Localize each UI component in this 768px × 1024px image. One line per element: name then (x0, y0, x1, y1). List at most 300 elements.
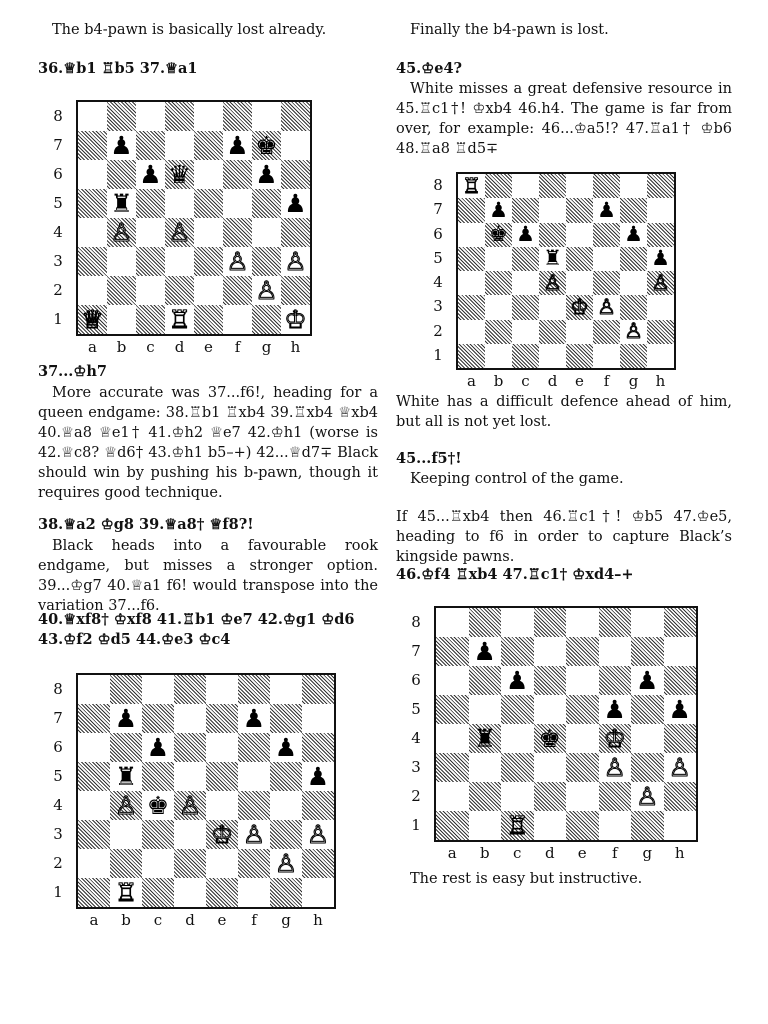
text-b4-finally-lost: Finally the b4-pawn is lost. (410, 22, 609, 38)
square-h8 (281, 102, 310, 131)
move-45: 45.♔e4? (396, 60, 463, 77)
black-pawn-icon: ♟ (636, 666, 659, 695)
square-g4 (631, 724, 664, 753)
file-label: e (217, 911, 227, 929)
rank-label: 7 (411, 641, 421, 660)
rank-label: 6 (53, 164, 63, 183)
rank-label: 8 (411, 612, 421, 631)
square-c8 (142, 675, 174, 704)
square-c6 (501, 666, 534, 695)
file-label: a (447, 844, 457, 862)
square-h6 (664, 666, 697, 695)
square-f8 (593, 174, 620, 198)
square-g8 (270, 675, 302, 704)
rank-label: 5 (433, 248, 443, 267)
square-d7 (174, 704, 206, 733)
square-a4 (78, 218, 107, 247)
square-f4 (238, 791, 270, 820)
black-rook-icon: ♜ (473, 724, 496, 753)
square-e3 (194, 247, 223, 276)
square-h7 (647, 198, 674, 222)
file-label: b (116, 338, 127, 356)
rank-label: 4 (411, 728, 421, 747)
rank-label: 1 (53, 309, 63, 328)
square-b3 (469, 753, 502, 782)
square-e8 (566, 608, 599, 637)
square-g7 (252, 131, 281, 160)
square-c4 (136, 218, 165, 247)
square-e6 (566, 666, 599, 695)
file-label: b (493, 372, 504, 390)
square-c7 (142, 704, 174, 733)
square-e2 (566, 320, 593, 344)
square-h6 (647, 223, 674, 247)
square-a4 (436, 724, 469, 753)
text-keeping-control: Keeping control of the game. (410, 471, 624, 487)
square-e7 (566, 637, 599, 666)
white-pawn-icon: ♙ (178, 791, 202, 820)
square-b1 (107, 305, 136, 334)
square-h1 (647, 344, 674, 368)
black-pawn-icon: ♟ (139, 160, 162, 189)
rank-label: 4 (433, 273, 443, 292)
rank-label: 2 (411, 786, 421, 805)
square-b5 (469, 695, 502, 724)
square-c8 (136, 102, 165, 131)
square-b4 (110, 791, 142, 820)
square-c1 (501, 811, 534, 840)
square-b1 (110, 878, 142, 907)
square-g7 (631, 637, 664, 666)
white-pawn-icon: ♙ (255, 276, 278, 305)
square-g2 (620, 320, 647, 344)
square-b7 (107, 131, 136, 160)
square-a3 (78, 247, 107, 276)
square-d5 (165, 189, 194, 218)
file-label: h (674, 844, 685, 862)
black-king-icon: ♚ (255, 131, 278, 160)
square-g5 (631, 695, 664, 724)
square-b2 (485, 320, 512, 344)
square-f8 (599, 608, 632, 637)
square-f6 (599, 666, 632, 695)
square-f3 (238, 820, 270, 849)
square-b6 (485, 223, 512, 247)
square-b6 (110, 733, 142, 762)
square-d7 (534, 637, 567, 666)
square-c4 (142, 791, 174, 820)
square-a8 (436, 608, 469, 637)
rank-label: 5 (53, 766, 63, 785)
square-c3 (142, 820, 174, 849)
square-d6 (534, 666, 567, 695)
square-e2 (206, 849, 238, 878)
square-a4 (458, 271, 485, 295)
chessboard (456, 172, 676, 370)
square-d3 (539, 295, 566, 319)
square-b3 (110, 820, 142, 849)
file-label: h (290, 338, 301, 356)
square-c6 (142, 733, 174, 762)
square-a4 (78, 791, 110, 820)
square-f5 (223, 189, 252, 218)
square-d1 (539, 344, 566, 368)
square-h1 (302, 878, 334, 907)
square-e1 (194, 305, 223, 334)
text-more-accurate: More accurate was 37...f6!, heading for a queen endgame: 38.♖b1 ♖xb4 39.♖xb4 ♕xb4 40.♕a8 ♕e1† 41.♔h2 ♕e7 42.♔h1 (worse is 42.♕c8? ♕d6† 43.♔h1 b5–+) 42...♕d7∓ Black should win by pushing his b-pawn, though it requires good technique. (38, 385, 378, 501)
file-label: c (146, 338, 155, 356)
square-a3 (436, 753, 469, 782)
move-46: 46.♔f4 ♖xb4 47.♖c1† ♔xd4–+ (396, 566, 634, 583)
square-a2 (78, 276, 107, 305)
white-pawn-icon: ♙ (168, 218, 191, 247)
rank-label: 3 (411, 757, 421, 776)
file-label: d (547, 372, 558, 390)
file-label: a (89, 911, 99, 929)
rank-label: 6 (433, 224, 443, 243)
black-pawn-icon: ♟ (506, 666, 529, 695)
square-f3 (593, 295, 620, 319)
white-pawn-icon: ♙ (114, 791, 138, 820)
rank-label: 3 (433, 297, 443, 316)
file-label: b (121, 911, 131, 929)
square-a3 (458, 295, 485, 319)
square-f2 (593, 320, 620, 344)
square-c2 (136, 276, 165, 305)
black-pawn-icon: ♟ (624, 222, 643, 247)
square-g4 (270, 791, 302, 820)
square-b8 (110, 675, 142, 704)
square-e2 (566, 782, 599, 811)
square-b8 (469, 608, 502, 637)
square-g4 (252, 218, 281, 247)
square-a5 (78, 189, 107, 218)
square-b2 (107, 276, 136, 305)
square-a6 (78, 733, 110, 762)
square-f6 (223, 160, 252, 189)
square-c4 (501, 724, 534, 753)
square-e6 (206, 733, 238, 762)
square-f2 (599, 782, 632, 811)
square-e5 (566, 695, 599, 724)
square-b3 (485, 295, 512, 319)
black-rook-icon: ♜ (543, 246, 562, 271)
file-label: d (174, 338, 185, 356)
square-c4 (512, 271, 539, 295)
square-c2 (501, 782, 534, 811)
square-g6 (252, 160, 281, 189)
white-king-icon: ♔ (570, 294, 589, 319)
rank-label: 2 (53, 280, 63, 299)
square-a8 (458, 174, 485, 198)
square-f4 (223, 218, 252, 247)
white-pawn-icon: ♙ (274, 849, 298, 878)
square-h7 (302, 704, 334, 733)
white-rook-icon: ♖ (114, 878, 138, 907)
black-pawn-icon: ♟ (255, 160, 278, 189)
text-rest-easy: The rest is easy but instructive. (410, 871, 643, 887)
black-king-icon: ♚ (146, 791, 170, 820)
square-b1 (485, 344, 512, 368)
square-c6 (512, 223, 539, 247)
square-c2 (142, 849, 174, 878)
square-h7 (281, 131, 310, 160)
square-f6 (593, 223, 620, 247)
file-label: d (185, 911, 195, 929)
square-g1 (270, 878, 302, 907)
square-d4 (534, 724, 567, 753)
square-c5 (501, 695, 534, 724)
square-g8 (252, 102, 281, 131)
square-d8 (174, 675, 206, 704)
square-h5 (281, 189, 310, 218)
square-d2 (165, 276, 194, 305)
white-rook-icon: ♖ (168, 305, 191, 334)
square-e8 (206, 675, 238, 704)
square-d3 (174, 820, 206, 849)
square-a2 (436, 782, 469, 811)
file-label: g (261, 338, 272, 356)
square-e5 (206, 762, 238, 791)
square-d8 (534, 608, 567, 637)
square-d5 (539, 247, 566, 271)
square-h3 (281, 247, 310, 276)
white-rook-icon: ♖ (506, 811, 529, 840)
chessboard (76, 100, 312, 336)
square-g2 (631, 782, 664, 811)
black-pawn-icon: ♟ (306, 762, 330, 791)
black-pawn-icon: ♟ (668, 695, 691, 724)
square-e1 (566, 811, 599, 840)
square-e7 (206, 704, 238, 733)
square-a2 (458, 320, 485, 344)
square-d3 (534, 753, 567, 782)
square-b2 (469, 782, 502, 811)
square-e3 (206, 820, 238, 849)
square-h5 (664, 695, 697, 724)
black-queen-icon: ♛ (168, 160, 191, 189)
square-a7 (78, 704, 110, 733)
square-g1 (631, 811, 664, 840)
white-pawn-icon: ♙ (668, 753, 691, 782)
square-g3 (252, 247, 281, 276)
square-c3 (501, 753, 534, 782)
square-a8 (78, 102, 107, 131)
square-c5 (512, 247, 539, 271)
square-f4 (599, 724, 632, 753)
square-c7 (512, 198, 539, 222)
square-h2 (281, 276, 310, 305)
square-g2 (270, 849, 302, 878)
square-g6 (620, 223, 647, 247)
square-e1 (566, 344, 593, 368)
square-e7 (566, 198, 593, 222)
file-label: g (628, 372, 639, 390)
square-h8 (302, 675, 334, 704)
black-pawn-icon: ♟ (489, 197, 508, 222)
square-a1 (458, 344, 485, 368)
square-h6 (302, 733, 334, 762)
square-b1 (469, 811, 502, 840)
square-f4 (593, 271, 620, 295)
file-label: g (642, 844, 653, 862)
square-b8 (485, 174, 512, 198)
black-pawn-icon: ♟ (146, 733, 170, 762)
square-b4 (485, 271, 512, 295)
rank-label: 8 (53, 679, 63, 698)
square-b3 (107, 247, 136, 276)
square-d6 (174, 733, 206, 762)
square-b7 (469, 637, 502, 666)
square-c5 (142, 762, 174, 791)
square-b7 (110, 704, 142, 733)
square-c3 (512, 295, 539, 319)
file-label: c (521, 372, 530, 390)
black-pawn-icon: ♟ (651, 246, 670, 271)
black-pawn-icon: ♟ (114, 704, 138, 733)
square-e8 (194, 102, 223, 131)
square-e7 (194, 131, 223, 160)
square-h1 (664, 811, 697, 840)
square-f1 (599, 811, 632, 840)
square-f5 (238, 762, 270, 791)
square-g5 (270, 762, 302, 791)
file-label: f (611, 844, 618, 862)
square-h5 (647, 247, 674, 271)
black-rook-icon: ♜ (110, 189, 133, 218)
rank-label: 1 (411, 815, 421, 834)
file-label: b (479, 844, 490, 862)
rank-label: 6 (411, 670, 421, 689)
square-e4 (194, 218, 223, 247)
move-38: 38.♕a2 ♔g8 39.♕a8† ♕f8?! (38, 516, 254, 533)
square-h8 (647, 174, 674, 198)
square-g2 (252, 276, 281, 305)
white-queen-icon: ♕ (81, 305, 104, 334)
square-d1 (174, 878, 206, 907)
square-c3 (136, 247, 165, 276)
white-pawn-icon: ♙ (226, 247, 249, 276)
rank-label: 8 (433, 176, 443, 195)
rank-label: 3 (53, 824, 63, 843)
rank-label: 6 (53, 737, 63, 756)
square-c7 (136, 131, 165, 160)
white-king-icon: ♔ (284, 305, 307, 334)
square-d7 (165, 131, 194, 160)
square-a6 (436, 666, 469, 695)
square-g4 (620, 271, 647, 295)
file-label: f (234, 338, 241, 356)
file-label: f (251, 911, 257, 929)
square-e4 (206, 791, 238, 820)
file-label: f (603, 372, 610, 390)
square-h2 (664, 782, 697, 811)
square-f5 (599, 695, 632, 724)
square-h3 (664, 753, 697, 782)
square-d2 (539, 320, 566, 344)
square-c7 (501, 637, 534, 666)
file-label: c (153, 911, 163, 929)
square-a5 (78, 762, 110, 791)
square-g6 (270, 733, 302, 762)
rank-label: 8 (53, 106, 63, 125)
file-label: a (467, 372, 476, 390)
white-pawn-icon: ♙ (597, 294, 616, 319)
square-e5 (566, 247, 593, 271)
rank-label: 4 (53, 795, 63, 814)
file-label: e (577, 844, 587, 862)
black-pawn-icon: ♟ (597, 197, 616, 222)
white-pawn-icon: ♙ (284, 247, 307, 276)
square-c5 (136, 189, 165, 218)
square-a6 (458, 223, 485, 247)
square-f7 (238, 704, 270, 733)
square-b5 (485, 247, 512, 271)
square-f6 (238, 733, 270, 762)
rank-label: 7 (433, 200, 443, 219)
square-b2 (110, 849, 142, 878)
rank-label: 3 (53, 251, 63, 270)
square-a1 (436, 811, 469, 840)
black-pawn-icon: ♟ (516, 222, 535, 247)
square-d4 (174, 791, 206, 820)
square-f8 (238, 675, 270, 704)
black-king-icon: ♚ (538, 724, 561, 753)
square-a7 (78, 131, 107, 160)
square-a3 (78, 820, 110, 849)
file-label: h (655, 372, 666, 390)
square-d3 (165, 247, 194, 276)
square-h3 (647, 295, 674, 319)
square-b7 (485, 198, 512, 222)
file-label: d (544, 844, 555, 862)
square-h2 (647, 320, 674, 344)
square-g6 (631, 666, 664, 695)
black-pawn-icon: ♟ (226, 131, 249, 160)
square-f2 (223, 276, 252, 305)
square-d1 (165, 305, 194, 334)
move-40: 40.♕xf8† ♔xf8 41.♖b1 ♔e7 42.♔g1 ♔d6 43.♔f2 ♔d5 44.♔e3 ♔c4 (38, 611, 355, 648)
square-c6 (136, 160, 165, 189)
square-b6 (107, 160, 136, 189)
black-king-icon: ♚ (489, 222, 508, 247)
square-g8 (631, 608, 664, 637)
square-h6 (281, 160, 310, 189)
black-pawn-icon: ♟ (603, 695, 626, 724)
rank-label: 4 (53, 222, 63, 241)
square-b4 (107, 218, 136, 247)
square-b8 (107, 102, 136, 131)
white-pawn-icon: ♙ (636, 782, 659, 811)
square-a1 (78, 305, 107, 334)
square-e6 (194, 160, 223, 189)
square-d1 (534, 811, 567, 840)
square-c2 (512, 320, 539, 344)
square-h4 (281, 218, 310, 247)
square-d5 (534, 695, 567, 724)
square-c1 (136, 305, 165, 334)
rank-label: 2 (433, 321, 443, 340)
square-c1 (512, 344, 539, 368)
square-f1 (223, 305, 252, 334)
file-label: a (88, 338, 97, 356)
square-e5 (194, 189, 223, 218)
square-g5 (252, 189, 281, 218)
square-b6 (469, 666, 502, 695)
square-a5 (458, 247, 485, 271)
square-h7 (664, 637, 697, 666)
square-a1 (78, 878, 110, 907)
